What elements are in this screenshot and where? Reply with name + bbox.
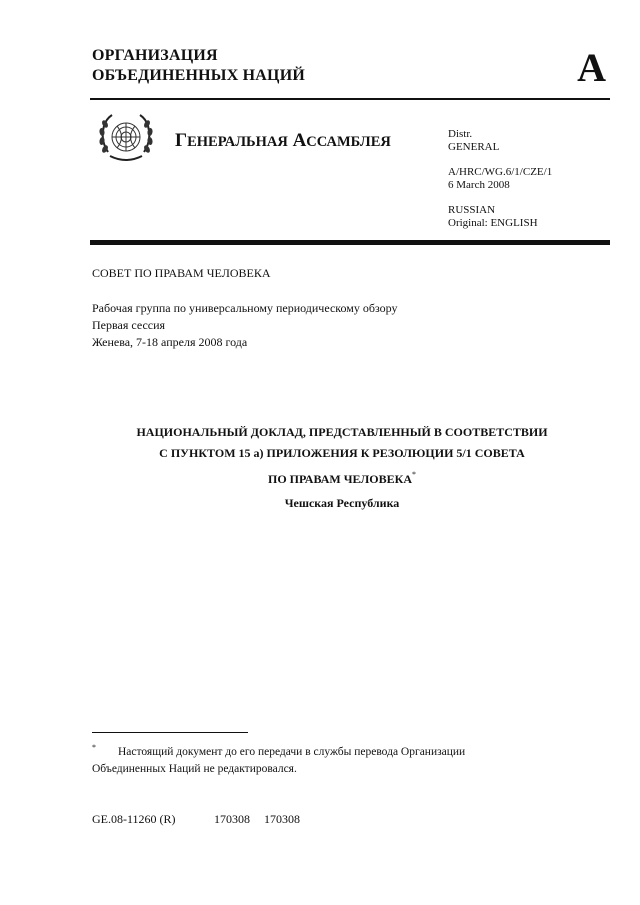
council-name: СОВЕТ ПО ПРАВАМ ЧЕЛОВЕКА (92, 266, 271, 280)
document-series-symbol: A (577, 45, 606, 90)
assembly-cap-1: Г (175, 130, 188, 151)
code-1: 170308 (214, 812, 250, 826)
footnote-text: Настоящий документ до его передачи в службы перевода Организации Объединенных Наций не редактировался. (92, 746, 466, 775)
title-line-2: С ПУНКТОМ 15 а) ПРИЛОЖЕНИЯ К РЕЗОЛЮЦИИ 5/1 СОВЕТА (159, 446, 525, 460)
org-line-2: ОБЪЕДИНЕННЫХ НАЦИЙ (92, 67, 305, 84)
organization-name (92, 46, 305, 86)
document-language: RUSSIAN (448, 204, 496, 216)
header-divider (90, 98, 610, 100)
job-number: GE.08-11260 (R) (92, 812, 176, 826)
document-metadata (448, 128, 552, 230)
country-name: Чешская Республика (284, 496, 400, 510)
org-line-1: ОРГАНИЗАЦИЯ (92, 47, 218, 64)
session: Первая сессия (92, 318, 166, 332)
distr-value: GENERAL (448, 141, 500, 153)
assembly-rest-2: ССАМБЛЕЯ (306, 134, 391, 150)
assembly-cap-2: А (292, 130, 307, 151)
document-date: 6 March 2008 (448, 179, 510, 191)
assembly-rest-1: ЕНЕРАЛЬНАЯ (187, 134, 288, 150)
original-language: Original: ENGLISH (448, 217, 538, 229)
distr-label: Distr. (448, 128, 473, 140)
footnote-divider (92, 732, 248, 733)
footnote-mark: * (92, 743, 96, 752)
page-footer (92, 812, 300, 827)
title-line-3: ПО ПРАВАМ ЧЕЛОВЕКА (267, 472, 412, 486)
code-2: 170308 (264, 812, 300, 826)
venue: Женева, 7-18 апреля 2008 года (92, 335, 248, 349)
report-title (92, 422, 592, 490)
footnote-reference: * (412, 470, 416, 479)
masthead-divider (90, 240, 610, 245)
document-symbol: A/HRC/WG.6/1/CZE/1 (448, 166, 553, 178)
session-info (92, 300, 398, 351)
title-line-1: НАЦИОНАЛЬНЫЙ ДОКЛАД, ПРЕДСТАВЛЕННЫЙ В СООТВЕТСТВИИ (136, 425, 548, 439)
general-assembly-title (175, 130, 391, 153)
footnote (92, 739, 532, 778)
working-group: Рабочая группа по универсальному периодическому обзору (92, 301, 398, 315)
un-emblem-icon (96, 110, 156, 168)
